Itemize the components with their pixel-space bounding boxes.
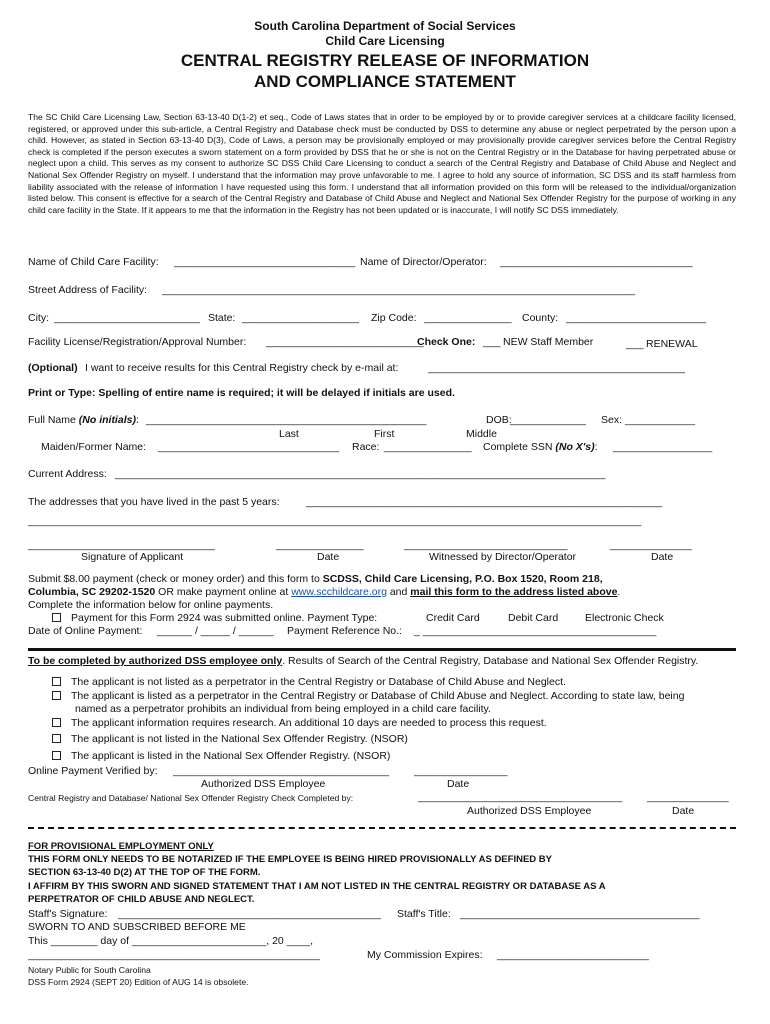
maiden-name-label: Maiden/Former Name: <box>41 441 147 453</box>
first-label: First <box>374 428 395 440</box>
ssn-label: Complete SSN (No X's): <box>483 441 598 453</box>
result-requires-research: The applicant information requires research. An additional 10 days are needed to process this request. <box>52 717 547 729</box>
payment-instruction-line1: Submit $8.00 payment (check or money order) and this form to SCDSS, Child Care Licensing, P.O. Box 1520, Room 218, <box>28 573 603 585</box>
online-verified-field[interactable]: _____________________________________ <box>173 765 390 777</box>
payment-instruction-line2: Columbia, SC 29202-1520 OR make payment online at www.scchildcare.org and mail this form to the address listed above. <box>28 586 621 598</box>
witness-signature-field[interactable]: ____________________________ <box>404 539 568 551</box>
complete-online-text: Complete the information below for online payments. <box>28 599 274 611</box>
result-checkbox-1[interactable] <box>52 677 61 686</box>
result-listed-continued: named as a perpetrator prohibits an individual from being employed in a child care facility. <box>75 703 491 715</box>
result-checkbox-3[interactable] <box>52 718 61 727</box>
current-address-label: Current Address: <box>28 468 107 480</box>
year-field[interactable]: ____ <box>286 935 311 947</box>
staff-signature-field[interactable]: _____________________________________________ <box>118 908 381 920</box>
date-online-field[interactable]: ______ / _____ / ______ <box>157 625 274 637</box>
optional-email-text: I want to receive results for this Central Registry check by e-mail at: <box>85 362 399 374</box>
form-title-line2: AND COMPLIANCE STATEMENT <box>254 72 516 91</box>
reference-field[interactable]: _ ________________________________________ <box>414 625 657 637</box>
optional-label: (Optional) <box>28 362 78 374</box>
commission-field[interactable]: __________________________ <box>497 949 649 961</box>
section-divider <box>28 648 736 651</box>
date-online-label: Date of Online Payment: <box>28 625 143 637</box>
commission-label: My Commission Expires: <box>367 949 483 961</box>
form-id: DSS Form 2924 (SEPT 20) Edition of AUG 14 is obsolete. <box>28 977 249 987</box>
result-checkbox-4[interactable] <box>52 734 61 743</box>
street-label: Street Address of Facility: <box>28 284 148 296</box>
ssn-field[interactable]: _________________ <box>613 441 713 453</box>
new-staff-blank[interactable]: ___ <box>483 336 501 348</box>
day-field[interactable]: ________ <box>50 935 98 947</box>
reference-label: Payment Reference No.: <box>287 625 402 637</box>
renewal-label: RENEWAL <box>646 338 698 350</box>
check-completed-label: Central Registry and Database/ National Sex Offender Registry Check Completed by: <box>28 793 354 803</box>
check-one-label: Check One: <box>417 336 476 348</box>
staff-title-field[interactable]: _________________________________________ <box>460 908 700 920</box>
staff-title-label: Staff's Title: <box>397 908 451 920</box>
online-verified-date-field[interactable]: ________________ <box>414 765 508 777</box>
electronic-check-option[interactable]: Electronic Check <box>585 612 664 624</box>
city-label: City: <box>28 312 49 324</box>
verified-date-label: Date <box>447 778 470 790</box>
date-field-2[interactable]: ______________ <box>610 539 692 551</box>
check-completed-field[interactable]: ___________________________________ <box>418 791 623 803</box>
facility-name-field[interactable]: _______________________________ <box>174 256 356 268</box>
online-payment-checkbox[interactable] <box>52 613 61 622</box>
cut-line-divider <box>28 827 736 829</box>
provisional-line3: I AFFIRM BY THIS SWORN AND SIGNED STATEMENT THAT I AM NOT LISTED IN THE CENTRAL REGISTRY OR DATABASE AS A <box>28 881 606 892</box>
applicant-signature-label: Signature of Applicant <box>81 551 184 563</box>
dob-label: DOB: <box>486 414 512 426</box>
result-not-listed: The applicant is not listed as a perpetrator in the Central Registry or Database of Child Abuse and Neglect. <box>52 676 566 688</box>
date-field-1[interactable]: _______________ <box>276 539 364 551</box>
credit-card-option[interactable]: Credit Card <box>426 612 480 624</box>
check-completed-date-field[interactable]: ______________ <box>647 791 729 803</box>
notary-label: Notary Public for South Carolina <box>28 965 151 975</box>
city-field[interactable]: _________________________ <box>54 312 200 324</box>
division-name: Child Care Licensing <box>325 34 445 48</box>
past-addresses-field[interactable]: _____________________________________________________________ <box>306 496 663 508</box>
date-label-1: Date <box>317 551 340 563</box>
this-day-row: This ________ day of _______________________, 20 ____, <box>28 935 313 947</box>
intro-paragraph: The SC Child Care Licensing Law, Section 63-13-40 D(1-2) et seq., Code of Laws states that in order to be employed by or to provide caregiver services at a childcare facility licensed, registered, or approved under this sub-article, a Central Registry and Database check must be conducted by DSS to determine any abuse or neglect perpetrated by the person upon a child. However, as stated in Section 63-13-40 D(3), Code of Laws, a person may be provisionally employed or may provisionally provide caregiver services before the Central Registry check is completed if the person executes a sworn statement on a form provided by DSS that he or she is not on the Central Registry or in the Database for having perpetrated abuse or neglect upon a child. This serves as my consent to authorize SC DSS Child Care Licensing to conduct a search of the Central Registry and Database of Child Abuse and Neglect and National Sex Offender Registry on myself. I understand that the information may prove unfavorable to me. I agree to hold any source of information, SC DSS and its staff harmless from liability associated with the release of information I have requested using this form. I understand that all information provided on this form will be released to the individual/organization listed below. This consent is effective for a search of the Central Registry and Database of Child Abuse and Neglect and National Sex Offender Registry for the purpose of working in any child care facility in the State. If it appears to me that the information in the Registry has not been updated or is inaccurate, I will notify SC DSS immediately. <box>28 112 736 215</box>
sex-label: Sex: <box>601 414 623 426</box>
provisional-line4: PERPETRATOR OF CHILD ABUSE AND NEGLECT. <box>28 894 255 905</box>
email-field[interactable]: ____________________________________________ <box>428 362 685 374</box>
zip-field[interactable]: _______________ <box>424 312 512 324</box>
county-field[interactable]: ________________________ <box>566 312 707 324</box>
staff-signature-label: Staff's Signature: <box>28 908 108 920</box>
director-field[interactable]: _________________________________ <box>500 256 693 268</box>
dss-section-heading: To be completed by authorized DSS employee only. Results of Search of the Central Registry, Database and National Sex Offender Registry. <box>28 655 699 667</box>
last-label: Last <box>279 428 299 440</box>
print-instruction: Print or Type: Spelling of entire name is required; it will be delayed if initials are used. <box>28 387 455 399</box>
middle-label: Middle <box>466 428 497 440</box>
witness-label: Witnessed by Director/Operator <box>429 551 577 563</box>
sex-field[interactable]: ____________ <box>625 414 696 426</box>
notary-signature-field[interactable]: __________________________________________________ <box>28 949 320 961</box>
past-addresses-label: The addresses that you have lived in the past 5 years: <box>28 496 280 508</box>
result-checkbox-5[interactable] <box>52 751 61 760</box>
sworn-label: SWORN TO AND SUBSCRIBED BEFORE ME <box>28 921 246 933</box>
license-field[interactable]: ___________________________ <box>266 336 424 348</box>
facility-name-label: Name of Child Care Facility: <box>28 256 159 268</box>
authorized-employee-label: Authorized DSS Employee <box>201 778 326 790</box>
license-label: Facility License/Registration/Approval Number: <box>28 336 247 348</box>
race-field[interactable]: _______________ <box>384 441 472 453</box>
result-nsor-not-listed: The applicant is not listed in the National Sex Offender Registry. (NSOR) <box>52 733 408 745</box>
provisional-line2: SECTION 63-13-40 D(2) AT THE TOP OF THE FORM. <box>28 867 261 878</box>
maiden-name-field[interactable]: _______________________________ <box>158 441 340 453</box>
state-label: State: <box>208 312 236 324</box>
director-label: Name of Director/Operator: <box>360 256 487 268</box>
website-link[interactable]: www.scchildcare.org <box>291 586 387 598</box>
agency-name: South Carolina Department of Social Services <box>254 19 516 33</box>
provisional-line1: THIS FORM ONLY NEEDS TO BE NOTARIZED IF THE EMPLOYEE IS BEING HIRED PROVISIONALLY AS DEFINED BY <box>28 854 552 865</box>
full-name-label: Full Name (No initials): <box>28 414 139 426</box>
dob-field[interactable]: _____________ <box>510 414 586 426</box>
online-verified-label: Online Payment Verified by: <box>28 765 158 777</box>
result-nsor-listed: The applicant is listed in the National Sex Offender Registry. (NSOR) <box>52 750 390 762</box>
provisional-heading: FOR PROVISIONAL EMPLOYMENT ONLY <box>28 841 214 852</box>
full-name-field[interactable]: ________________________________________________ <box>146 414 427 426</box>
online-payment-row: Payment for this Form 2924 was submitted online. Payment Type: <box>52 612 377 624</box>
result-listed: The applicant is listed as a perpetrator in the Central Registry or Database of Child Abuse and Neglect. According to state law, being <box>52 690 684 702</box>
result-checkbox-2[interactable] <box>52 691 61 700</box>
race-label: Race: <box>352 441 380 453</box>
county-label: County: <box>522 312 559 324</box>
past-addresses-field-2[interactable]: _________________________________________________________________________________________________________ <box>28 515 642 527</box>
authorized-employee-label-2: Authorized DSS Employee <box>467 805 592 817</box>
form-title-line1: CENTRAL REGISTRY RELEASE OF INFORMATION <box>180 51 590 70</box>
state-field[interactable]: ____________________ <box>242 312 359 324</box>
applicant-signature-field[interactable]: ________________________________ <box>28 539 215 551</box>
renewal-blank[interactable]: ___ <box>626 338 644 350</box>
debit-card-option[interactable]: Debit Card <box>508 612 559 624</box>
date-label-2: Date <box>651 551 674 563</box>
zip-label: Zip Code: <box>371 312 417 324</box>
month-field[interactable]: _______________________ <box>131 935 267 947</box>
new-staff-label: NEW Staff Member <box>503 336 594 348</box>
completed-date-label: Date <box>672 805 695 817</box>
street-field[interactable]: _________________________________________________________________________________ <box>162 284 636 296</box>
current-address-field[interactable]: ____________________________________________________________________________________ <box>115 468 606 480</box>
